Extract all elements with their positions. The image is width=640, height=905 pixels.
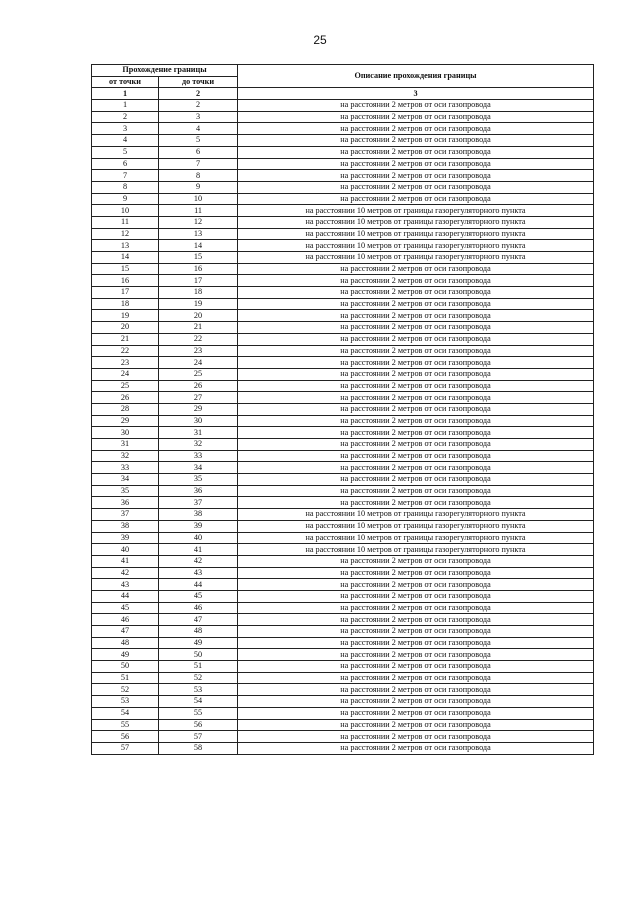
to-point-cell: 12	[159, 216, 238, 228]
to-point-cell: 51	[159, 661, 238, 673]
description-cell: на расстоянии 2 метров от оси газопровода	[238, 590, 594, 602]
from-point-cell: 53	[92, 696, 159, 708]
table-row	[92, 275, 594, 287]
from-point-cell: 14	[92, 252, 159, 264]
table-row	[92, 684, 594, 696]
to-point-cell: 16	[159, 263, 238, 275]
description-cell: на расстоянии 2 метров от оси газопровода	[238, 345, 594, 357]
table-row	[92, 485, 594, 497]
from-point-cell: 22	[92, 345, 159, 357]
description-cell: на расстоянии 2 метров от оси газопровода	[238, 719, 594, 731]
table-row	[92, 158, 594, 170]
description-cell: на расстоянии 2 метров от оси газопровода	[238, 380, 594, 392]
table-row	[92, 345, 594, 357]
from-point-cell: 26	[92, 392, 159, 404]
from-point-cell: 6	[92, 158, 159, 170]
to-point-cell: 54	[159, 696, 238, 708]
table-row	[92, 439, 594, 451]
to-point-cell: 30	[159, 415, 238, 427]
description-cell: на расстоянии 2 метров от оси газопровода	[238, 170, 594, 182]
description-cell: на расстоянии 10 метров от границы газорегуляторного пункта	[238, 520, 594, 532]
to-point-cell: 31	[159, 427, 238, 439]
from-point-cell: 46	[92, 614, 159, 626]
table-row	[92, 707, 594, 719]
table-row	[92, 567, 594, 579]
table-row	[92, 474, 594, 486]
description-cell: на расстоянии 2 метров от оси газопровода	[238, 310, 594, 322]
description-cell: на расстоянии 2 метров от оси газопровода	[238, 111, 594, 123]
description-cell: на расстоянии 2 метров от оси газопровода	[238, 567, 594, 579]
description-cell: на расстоянии 2 метров от оси газопровода	[238, 123, 594, 135]
to-point-cell: 14	[159, 240, 238, 252]
to-point-cell: 23	[159, 345, 238, 357]
description-cell: на расстоянии 10 метров от границы газорегуляторного пункта	[238, 228, 594, 240]
to-point-cell: 34	[159, 462, 238, 474]
from-point-cell: 54	[92, 707, 159, 719]
header-boundary-group: Прохождение границы	[92, 65, 238, 77]
table-row	[92, 450, 594, 462]
description-cell: на расстоянии 10 метров от границы газорегуляторного пункта	[238, 216, 594, 228]
description-cell: на расстоянии 2 метров от оси газопровода	[238, 263, 594, 275]
table-row	[92, 509, 594, 521]
table-row	[92, 205, 594, 217]
description-cell: на расстоянии 10 метров от границы газорегуляторного пункта	[238, 240, 594, 252]
to-point-cell: 52	[159, 672, 238, 684]
description-cell: на расстоянии 2 метров от оси газопровода	[238, 661, 594, 673]
description-cell: на расстоянии 2 метров от оси газопровода	[238, 696, 594, 708]
table-row	[92, 123, 594, 135]
table-row	[92, 403, 594, 415]
to-point-cell: 42	[159, 555, 238, 567]
column-number-1: 1	[92, 88, 159, 100]
to-point-cell: 9	[159, 181, 238, 193]
to-point-cell: 18	[159, 287, 238, 299]
description-cell: на расстоянии 2 метров от оси газопровода	[238, 181, 594, 193]
description-cell: на расстоянии 2 метров от оси газопровода	[238, 415, 594, 427]
from-point-cell: 45	[92, 602, 159, 614]
to-point-cell: 46	[159, 602, 238, 614]
table-row	[92, 602, 594, 614]
boundary-table	[91, 64, 594, 755]
to-point-cell: 2	[159, 100, 238, 112]
description-cell: на расстоянии 2 метров от оси газопровода	[238, 403, 594, 415]
from-point-cell: 48	[92, 637, 159, 649]
from-point-cell: 33	[92, 462, 159, 474]
from-point-cell: 25	[92, 380, 159, 392]
to-point-cell: 29	[159, 403, 238, 415]
from-point-cell: 5	[92, 146, 159, 158]
description-cell: на расстоянии 2 метров от оси газопровода	[238, 333, 594, 345]
table-row	[92, 520, 594, 532]
table-row	[92, 415, 594, 427]
to-point-cell: 48	[159, 626, 238, 638]
table-row	[92, 111, 594, 123]
description-cell: на расстоянии 2 метров от оси газопровода	[238, 287, 594, 299]
from-point-cell: 24	[92, 368, 159, 380]
table-row	[92, 287, 594, 299]
table-row	[92, 228, 594, 240]
description-cell: на расстоянии 2 метров от оси газопровода	[238, 684, 594, 696]
table-row	[92, 637, 594, 649]
from-point-cell: 52	[92, 684, 159, 696]
description-cell: на расстоянии 2 метров от оси газопровода	[238, 462, 594, 474]
description-cell: на расстоянии 2 метров от оси газопровода	[238, 474, 594, 486]
table-row	[92, 579, 594, 591]
from-point-cell: 50	[92, 661, 159, 673]
table-row	[92, 649, 594, 661]
table-row	[92, 193, 594, 205]
to-point-cell: 32	[159, 439, 238, 451]
to-point-cell: 38	[159, 509, 238, 521]
description-cell: на расстоянии 2 метров от оси газопровода	[238, 146, 594, 158]
from-point-cell: 51	[92, 672, 159, 684]
to-point-cell: 36	[159, 485, 238, 497]
table-row	[92, 497, 594, 509]
to-point-cell: 39	[159, 520, 238, 532]
description-cell: на расстоянии 2 метров от оси газопровода	[238, 368, 594, 380]
to-point-cell: 15	[159, 252, 238, 264]
from-point-cell: 17	[92, 287, 159, 299]
from-point-cell: 30	[92, 427, 159, 439]
table-row	[92, 322, 594, 334]
from-point-cell: 34	[92, 474, 159, 486]
to-point-cell: 45	[159, 590, 238, 602]
to-point-cell: 11	[159, 205, 238, 217]
description-cell: на расстоянии 2 метров от оси газопровода	[238, 193, 594, 205]
to-point-cell: 56	[159, 719, 238, 731]
from-point-cell: 29	[92, 415, 159, 427]
to-point-cell: 7	[159, 158, 238, 170]
to-point-cell: 37	[159, 497, 238, 509]
from-point-cell: 21	[92, 333, 159, 345]
description-cell: на расстоянии 2 метров от оси газопровода	[238, 626, 594, 638]
to-point-cell: 3	[159, 111, 238, 123]
header-to-point: до точки	[159, 76, 238, 88]
from-point-cell: 3	[92, 123, 159, 135]
from-point-cell: 37	[92, 509, 159, 521]
table-row	[92, 333, 594, 345]
description-cell: на расстоянии 2 метров от оси газопровода	[238, 579, 594, 591]
to-point-cell: 20	[159, 310, 238, 322]
to-point-cell: 47	[159, 614, 238, 626]
description-cell: на расстоянии 2 метров от оси газопровода	[238, 275, 594, 287]
table-row	[92, 380, 594, 392]
to-point-cell: 27	[159, 392, 238, 404]
table-row	[92, 544, 594, 556]
table-row	[92, 298, 594, 310]
from-point-cell: 28	[92, 403, 159, 415]
from-point-cell: 55	[92, 719, 159, 731]
description-cell: на расстоянии 2 метров от оси газопровода	[238, 439, 594, 451]
description-cell: на расстоянии 2 метров от оси газопровода	[238, 637, 594, 649]
description-cell: на расстоянии 10 метров от границы газорегуляторного пункта	[238, 544, 594, 556]
table-row	[92, 532, 594, 544]
to-point-cell: 22	[159, 333, 238, 345]
description-cell: на расстоянии 2 метров от оси газопровода	[238, 731, 594, 743]
from-point-cell: 16	[92, 275, 159, 287]
from-point-cell: 15	[92, 263, 159, 275]
from-point-cell: 13	[92, 240, 159, 252]
table-row	[92, 427, 594, 439]
to-point-cell: 40	[159, 532, 238, 544]
header-from-point: от точки	[92, 76, 159, 88]
to-point-cell: 43	[159, 567, 238, 579]
from-point-cell: 10	[92, 205, 159, 217]
from-point-cell: 38	[92, 520, 159, 532]
column-number-3: 3	[238, 88, 594, 100]
to-point-cell: 50	[159, 649, 238, 661]
table-row	[92, 170, 594, 182]
to-point-cell: 17	[159, 275, 238, 287]
table-row	[92, 590, 594, 602]
from-point-cell: 36	[92, 497, 159, 509]
description-cell: на расстоянии 2 метров от оси газопровода	[238, 555, 594, 567]
from-point-cell: 32	[92, 450, 159, 462]
to-point-cell: 49	[159, 637, 238, 649]
from-point-cell: 47	[92, 626, 159, 638]
table-row	[92, 252, 594, 264]
description-cell: на расстоянии 2 метров от оси газопровода	[238, 158, 594, 170]
description-cell: на расстоянии 2 метров от оси газопровода	[238, 707, 594, 719]
from-point-cell: 41	[92, 555, 159, 567]
to-point-cell: 58	[159, 742, 238, 754]
description-cell: на расстоянии 10 метров от границы газорегуляторного пункта	[238, 205, 594, 217]
description-cell: на расстоянии 2 метров от оси газопровода	[238, 135, 594, 147]
table-row	[92, 555, 594, 567]
to-point-cell: 21	[159, 322, 238, 334]
to-point-cell: 35	[159, 474, 238, 486]
from-point-cell: 9	[92, 193, 159, 205]
table-row	[92, 100, 594, 112]
description-cell: на расстоянии 2 метров от оси газопровода	[238, 450, 594, 462]
table-row	[92, 135, 594, 147]
description-cell: на расстоянии 2 метров от оси газопровода	[238, 672, 594, 684]
from-point-cell: 19	[92, 310, 159, 322]
description-cell: на расстоянии 2 метров от оси газопровода	[238, 427, 594, 439]
to-point-cell: 24	[159, 357, 238, 369]
table-row	[92, 392, 594, 404]
description-cell: на расстоянии 2 метров от оси газопровода	[238, 602, 594, 614]
table-row	[92, 310, 594, 322]
table-row	[92, 368, 594, 380]
header-description: Описание прохождения границы	[238, 65, 594, 88]
from-point-cell: 39	[92, 532, 159, 544]
table-body	[92, 100, 594, 755]
to-point-cell: 10	[159, 193, 238, 205]
table-row	[92, 181, 594, 193]
from-point-cell: 12	[92, 228, 159, 240]
table-row	[92, 263, 594, 275]
description-cell: на расстоянии 2 метров от оси газопровода	[238, 485, 594, 497]
table-row	[92, 626, 594, 638]
from-point-cell: 1	[92, 100, 159, 112]
to-point-cell: 25	[159, 368, 238, 380]
to-point-cell: 13	[159, 228, 238, 240]
from-point-cell: 7	[92, 170, 159, 182]
description-cell: на расстоянии 10 метров от границы газорегуляторного пункта	[238, 509, 594, 521]
description-cell: на расстоянии 2 метров от оси газопровода	[238, 392, 594, 404]
from-point-cell: 42	[92, 567, 159, 579]
table-row	[92, 462, 594, 474]
description-cell: на расстоянии 10 метров от границы газорегуляторного пункта	[238, 532, 594, 544]
table-row	[92, 216, 594, 228]
from-point-cell: 56	[92, 731, 159, 743]
from-point-cell: 57	[92, 742, 159, 754]
description-cell: на расстоянии 10 метров от границы газорегуляторного пункта	[238, 252, 594, 264]
table-row	[92, 146, 594, 158]
to-point-cell: 8	[159, 170, 238, 182]
from-point-cell: 31	[92, 439, 159, 451]
description-cell: на расстоянии 2 метров от оси газопровода	[238, 322, 594, 334]
from-point-cell: 4	[92, 135, 159, 147]
description-cell: на расстоянии 2 метров от оси газопровода	[238, 649, 594, 661]
table-row	[92, 661, 594, 673]
from-point-cell: 49	[92, 649, 159, 661]
table-row	[92, 696, 594, 708]
from-point-cell: 18	[92, 298, 159, 310]
to-point-cell: 4	[159, 123, 238, 135]
table-row	[92, 357, 594, 369]
from-point-cell: 23	[92, 357, 159, 369]
to-point-cell: 44	[159, 579, 238, 591]
to-point-cell: 26	[159, 380, 238, 392]
table-row	[92, 672, 594, 684]
to-point-cell: 57	[159, 731, 238, 743]
from-point-cell: 43	[92, 579, 159, 591]
table-row	[92, 731, 594, 743]
description-cell: на расстоянии 2 метров от оси газопровода	[238, 614, 594, 626]
description-cell: на расстоянии 2 метров от оси газопровода	[238, 497, 594, 509]
to-point-cell: 33	[159, 450, 238, 462]
from-point-cell: 35	[92, 485, 159, 497]
from-point-cell: 44	[92, 590, 159, 602]
table-row	[92, 614, 594, 626]
to-point-cell: 5	[159, 135, 238, 147]
from-point-cell: 20	[92, 322, 159, 334]
to-point-cell: 55	[159, 707, 238, 719]
table-row	[92, 719, 594, 731]
page-number: 25	[313, 33, 327, 47]
table-row	[92, 240, 594, 252]
from-point-cell: 40	[92, 544, 159, 556]
from-point-cell: 11	[92, 216, 159, 228]
description-cell: на расстоянии 2 метров от оси газопровода	[238, 742, 594, 754]
to-point-cell: 19	[159, 298, 238, 310]
description-cell: на расстоянии 2 метров от оси газопровода	[238, 298, 594, 310]
description-cell: на расстоянии 2 метров от оси газопровода	[238, 357, 594, 369]
from-point-cell: 8	[92, 181, 159, 193]
to-point-cell: 53	[159, 684, 238, 696]
to-point-cell: 41	[159, 544, 238, 556]
to-point-cell: 6	[159, 146, 238, 158]
description-cell: на расстоянии 2 метров от оси газопровода	[238, 100, 594, 112]
column-number-2: 2	[159, 88, 238, 100]
from-point-cell: 2	[92, 111, 159, 123]
table-row	[92, 742, 594, 754]
